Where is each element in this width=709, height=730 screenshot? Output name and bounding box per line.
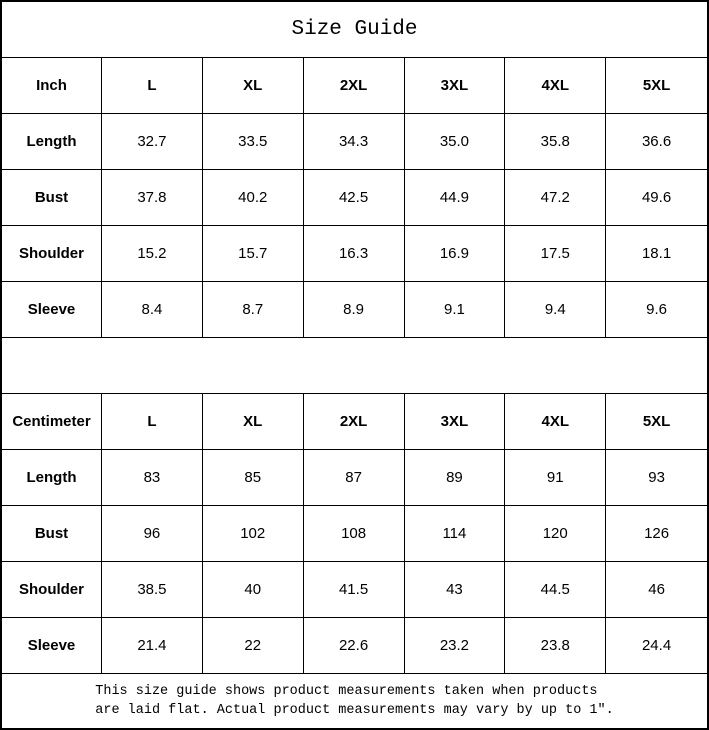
- inch-table-value-cell: 37.8: [102, 170, 203, 226]
- inch-table-size-header-cell: 5XL: [606, 58, 707, 114]
- centimeter-table-data-row: [2, 562, 707, 618]
- centimeter-table-value-cell: 44.5: [505, 562, 606, 618]
- centimeter-table-value-cell: 22: [203, 618, 304, 674]
- inch-table-data-row: [2, 114, 707, 170]
- inch-table-size-header-cell: 3XL: [405, 58, 506, 114]
- inch-table-header-row: [2, 58, 707, 114]
- centimeter-table-value-cell: 41.5: [304, 562, 405, 618]
- inch-table-value-cell: 15.7: [203, 226, 304, 282]
- centimeter-table-value-cell: 46: [606, 562, 707, 618]
- inch-table-size-header-cell: 4XL: [505, 58, 606, 114]
- centimeter-table-size-header-cell: XL: [203, 394, 304, 450]
- disclaimer-line-2: are laid flat. Actual product measurements may vary by up to 1″.: [95, 703, 614, 718]
- inch-table-value-cell: 8.4: [102, 282, 203, 338]
- centimeter-table-value-cell: 38.5: [102, 562, 203, 618]
- inch-table-value-cell: 16.9: [405, 226, 506, 282]
- inch-table-value-cell: 44.9: [405, 170, 506, 226]
- centimeter-table-data-row: [2, 450, 707, 506]
- centimeter-table-size-header-cell: L: [102, 394, 203, 450]
- inch-table-value-cell: 36.6: [606, 114, 707, 170]
- inch-table-measurement-label-cell: Length: [2, 114, 102, 170]
- inch-table-size-header-cell: L: [102, 58, 203, 114]
- centimeter-table-value-cell: 114: [405, 506, 506, 562]
- centimeter-table-value-cell: 43: [405, 562, 506, 618]
- disclaimer-text: [95, 682, 613, 720]
- inch-table-size-header-cell: 2XL: [304, 58, 405, 114]
- inch-table-data-row: [2, 226, 707, 282]
- centimeter-table-value-cell: 22.6: [304, 618, 405, 674]
- centimeter-table-value-cell: 93: [606, 450, 707, 506]
- inch-table-value-cell: 34.3: [304, 114, 405, 170]
- centimeter-table-data-row: [2, 618, 707, 674]
- inch-table-size-header-cell: XL: [203, 58, 304, 114]
- inch-table-value-cell: 15.2: [102, 226, 203, 282]
- centimeter-table-size-header-cell: 5XL: [606, 394, 707, 450]
- size-guide-title: Size Guide: [2, 2, 707, 58]
- centimeter-table-size-header-cell: 3XL: [405, 394, 506, 450]
- centimeter-table-value-cell: 23.2: [405, 618, 506, 674]
- centimeter-table-value-cell: 126: [606, 506, 707, 562]
- centimeter-table-measurement-label-cell: Sleeve: [2, 618, 102, 674]
- inch-table-data-row: [2, 170, 707, 226]
- inch-table-value-cell: 42.5: [304, 170, 405, 226]
- inch-table-value-cell: 8.7: [203, 282, 304, 338]
- centimeter-table-value-cell: 21.4: [102, 618, 203, 674]
- centimeter-table-value-cell: 108: [304, 506, 405, 562]
- inch-table-measurement-label-cell: Shoulder: [2, 226, 102, 282]
- centimeter-table-value-cell: 91: [505, 450, 606, 506]
- centimeter-table-value-cell: 102: [203, 506, 304, 562]
- inch-table-value-cell: 16.3: [304, 226, 405, 282]
- centimeter-table-header-row: [2, 394, 707, 450]
- inch-table-value-cell: 9.1: [405, 282, 506, 338]
- inch-table-value-cell: 47.2: [505, 170, 606, 226]
- centimeter-table-size-header-cell: 2XL: [304, 394, 405, 450]
- centimeter-size-table: [2, 394, 707, 674]
- centimeter-table-measurement-label-cell: Length: [2, 450, 102, 506]
- inch-table-value-cell: 35.0: [405, 114, 506, 170]
- inch-table-unit-header-cell: Inch: [2, 58, 102, 114]
- centimeter-table-size-header-cell: 4XL: [505, 394, 606, 450]
- inch-table-measurement-label-cell: Sleeve: [2, 282, 102, 338]
- inch-table-value-cell: 9.4: [505, 282, 606, 338]
- centimeter-table-value-cell: 87: [304, 450, 405, 506]
- centimeter-table-unit-header-cell: Centimeter: [2, 394, 102, 450]
- inch-table-measurement-label-cell: Bust: [2, 170, 102, 226]
- centimeter-table-value-cell: 120: [505, 506, 606, 562]
- inch-table-value-cell: 49.6: [606, 170, 707, 226]
- centimeter-table-value-cell: 40: [203, 562, 304, 618]
- centimeter-table-measurement-label-cell: Shoulder: [2, 562, 102, 618]
- centimeter-table-value-cell: 83: [102, 450, 203, 506]
- inch-table-value-cell: 33.5: [203, 114, 304, 170]
- disclaimer-line-1: This size guide shows product measurements taken when products: [95, 684, 598, 699]
- centimeter-table-measurement-label-cell: Bust: [2, 506, 102, 562]
- inch-size-table: [2, 58, 707, 338]
- table-separator: [2, 338, 707, 394]
- inch-table-value-cell: 40.2: [203, 170, 304, 226]
- centimeter-table-value-cell: 23.8: [505, 618, 606, 674]
- inch-table-value-cell: 18.1: [606, 226, 707, 282]
- inch-table-value-cell: 8.9: [304, 282, 405, 338]
- centimeter-table-value-cell: 85: [203, 450, 304, 506]
- inch-table-value-cell: 32.7: [102, 114, 203, 170]
- inch-table-value-cell: 35.8: [505, 114, 606, 170]
- measurement-disclaimer: [2, 674, 707, 728]
- centimeter-table-data-row: [2, 506, 707, 562]
- inch-table-data-row: [2, 282, 707, 338]
- inch-table-value-cell: 9.6: [606, 282, 707, 338]
- inch-table-value-cell: 17.5: [505, 226, 606, 282]
- centimeter-table-value-cell: 89: [405, 450, 506, 506]
- centimeter-table-value-cell: 96: [102, 506, 203, 562]
- centimeter-table-value-cell: 24.4: [606, 618, 707, 674]
